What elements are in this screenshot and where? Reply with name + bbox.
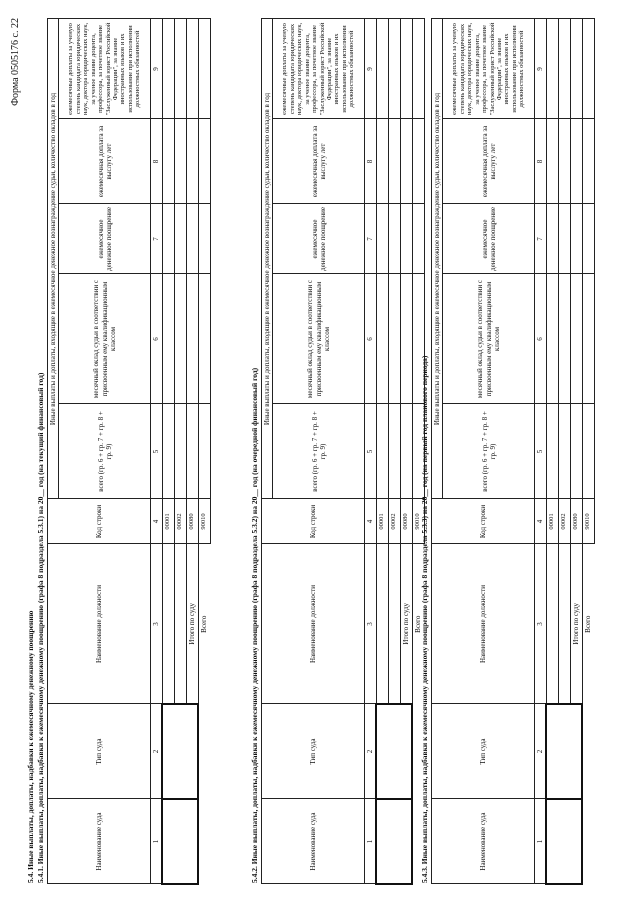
header-monthly-salary: месячный оклад судьи в соответствии с присвоенным ему квалификационным классом <box>59 274 151 404</box>
col-number: 7 <box>535 204 547 274</box>
header-total: всего (гр. 6 + гр. 7 + гр. 8 + гр. 9) <box>273 404 365 499</box>
line-code-cell: 00001 <box>162 499 174 544</box>
col-number: 6 <box>151 274 163 404</box>
table-cell[interactable] <box>582 119 594 204</box>
table-cell[interactable] <box>546 704 582 799</box>
header-academic: ежемесячные доплаты за ученую степень кандидата юридических наук, доктора юридических наук, за ученое звание доцента, профессора, за почетное звание "Заслуженный юрист Российской Федерации", за знание иностранных языков и их использование при исполнении должностных обязанностей <box>59 19 151 119</box>
table-cell[interactable] <box>388 404 400 499</box>
col-number: 4 <box>365 499 377 544</box>
col-number: 7 <box>151 204 163 274</box>
table-cell[interactable] <box>376 704 412 799</box>
table-cell[interactable] <box>558 119 570 204</box>
table-cell[interactable] <box>376 404 388 499</box>
header-court-name: Наименование суда <box>48 799 151 884</box>
header-total: всего (гр. 6 + гр. 7 + гр. 8 + гр. 9) <box>443 404 535 499</box>
table-cell[interactable] <box>412 204 424 274</box>
col-number: 1 <box>535 799 547 884</box>
col-number: 5 <box>365 404 377 499</box>
header-academic: ежемесячные доплаты за ученую степень кандидата юридических наук, доктора юридических наук, за ученое звание доцента, профессора, за почетное звание "Заслуженный юрист Российской Федерации", за знание иностранных языков и их использование при исполнении должностных обязанностей <box>273 19 365 119</box>
table-cell[interactable] <box>198 119 210 204</box>
header-position-name: Наименование должности <box>432 544 535 704</box>
line-code-cell: 00001 <box>376 499 388 544</box>
table-cell[interactable] <box>376 204 388 274</box>
table-cell[interactable] <box>198 404 210 499</box>
col-number: 9 <box>535 19 547 119</box>
col-number: 6 <box>535 274 547 404</box>
col-number: 3 <box>365 544 377 704</box>
header-court-name: Наименование суда <box>432 799 535 884</box>
line-code-cell: 90010 <box>198 499 210 544</box>
table-cell[interactable] <box>546 274 558 404</box>
col-number: 4 <box>151 499 163 544</box>
table-cell[interactable] <box>558 404 570 499</box>
table-cell[interactable] <box>412 19 424 119</box>
header-monthly-bonus: ежемесячное денежное поощрение <box>59 204 151 274</box>
table-cell[interactable] <box>546 544 558 704</box>
line-code-cell: 00002 <box>388 499 400 544</box>
form-number: Форма 0505176 с. 22 <box>10 18 21 106</box>
subtotal-label: Итого по суду <box>186 544 198 704</box>
table-cell[interactable] <box>400 119 412 204</box>
section-heading-5-4-1: 5.4.1. Иные выплаты, доплаты, надбавки к ежемесячному денежному поощрению (графа 8 подраздела 5.3.1) на 20__ год (на текущий финансовый год) <box>36 372 45 883</box>
header-seniority: ежемесячная доплата за выслугу лет <box>273 119 365 204</box>
table-5-4-3 <box>431 18 595 885</box>
header-court-type: Тип суда <box>262 704 365 799</box>
table-cell[interactable] <box>546 204 558 274</box>
col-number: 2 <box>151 704 163 799</box>
header-monthly-bonus: ежемесячное денежное поощрение <box>273 204 365 274</box>
table-cell[interactable] <box>546 799 582 884</box>
line-code-cell: 00080 <box>570 499 582 544</box>
table-cell[interactable] <box>186 19 198 119</box>
table-cell[interactable] <box>400 204 412 274</box>
header-seniority: ежемесячная доплата за выслугу лет <box>443 119 535 204</box>
table-cell[interactable] <box>174 544 186 704</box>
col-number: 8 <box>365 119 377 204</box>
col-number: 2 <box>535 704 547 799</box>
col-number: 9 <box>365 19 377 119</box>
col-number: 2 <box>365 704 377 799</box>
table-cell[interactable] <box>162 274 174 404</box>
line-code-cell: 00080 <box>186 499 198 544</box>
header-court-type: Тип суда <box>432 704 535 799</box>
table-cell[interactable] <box>198 274 210 404</box>
table-cell[interactable] <box>162 19 174 119</box>
table-cell[interactable] <box>174 204 186 274</box>
col-number: 8 <box>535 119 547 204</box>
total-label: Всего <box>414 615 423 633</box>
table-cell[interactable] <box>388 204 400 274</box>
header-academic: ежемесячные доплаты за ученую степень кандидата юридических наук, доктора юридических наук, за ученое звание доцента, профессора, за почетное звание "Заслуженный юрист Российской Федерации", за знание иностранных языков и их использование при исполнении должностных обязанностей <box>443 19 535 119</box>
table-cell[interactable] <box>174 404 186 499</box>
header-seniority: ежемесячная доплата за выслугу лет <box>59 119 151 204</box>
col-number: 1 <box>365 799 377 884</box>
col-number: 8 <box>151 119 163 204</box>
table-cell[interactable] <box>412 119 424 204</box>
table-cell[interactable] <box>570 119 582 204</box>
table-cell[interactable] <box>174 119 186 204</box>
col-number: 3 <box>535 544 547 704</box>
header-line-code: Код строки <box>48 499 151 544</box>
col-number: 5 <box>151 404 163 499</box>
table-cell[interactable] <box>400 274 412 404</box>
table-cell[interactable] <box>376 544 388 704</box>
table-cell[interactable] <box>376 19 388 119</box>
table-cell[interactable] <box>162 204 174 274</box>
table-cell[interactable] <box>558 544 570 704</box>
table-cell[interactable] <box>582 274 594 404</box>
table-cell[interactable] <box>582 404 594 499</box>
table-cell[interactable] <box>570 274 582 404</box>
col-number: 7 <box>365 204 377 274</box>
header-court-name: Наименование суда <box>262 799 365 884</box>
header-court-type: Тип суда <box>48 704 151 799</box>
header-total: всего (гр. 6 + гр. 7 + гр. 8 + гр. 9) <box>59 404 151 499</box>
table-cell[interactable] <box>546 19 558 119</box>
table-cell[interactable] <box>198 204 210 274</box>
table-cell[interactable] <box>162 544 174 704</box>
table-cell[interactable] <box>388 19 400 119</box>
table-cell[interactable] <box>376 274 388 404</box>
line-code-cell: 00002 <box>174 499 186 544</box>
table-cell[interactable] <box>558 19 570 119</box>
table-5-4-2 <box>261 18 425 885</box>
table-cell[interactable] <box>546 404 558 499</box>
table-cell[interactable] <box>400 19 412 119</box>
section-heading-5-4-2: 5.4.2. Иные выплаты, доплаты, надбавки к ежемесячному денежному поощрению (графа 8 подраздела 5.3.2) на 20__ год (на очередной финансовый год) <box>250 367 259 883</box>
line-code-cell: 90010 <box>582 499 594 544</box>
table-cell[interactable] <box>186 404 198 499</box>
col-number: 3 <box>151 544 163 704</box>
subtotal-label: Итого по суду <box>400 544 412 704</box>
table-cell[interactable] <box>570 404 582 499</box>
table-5-4-1 <box>47 18 211 885</box>
table-cell[interactable] <box>162 799 198 884</box>
line-code-cell: 00080 <box>400 499 412 544</box>
table-cell[interactable] <box>570 19 582 119</box>
table-cell[interactable] <box>582 19 594 119</box>
total-label: Всего <box>584 615 593 633</box>
table-cell[interactable] <box>162 119 174 204</box>
table-cell[interactable] <box>388 544 400 704</box>
table-cell[interactable] <box>376 799 412 884</box>
header-monthly-bonus: ежемесячное денежное поощрение <box>443 204 535 274</box>
header-position-name: Наименование должности <box>262 544 365 704</box>
col-number: 4 <box>535 499 547 544</box>
table-cell[interactable] <box>400 404 412 499</box>
table-cell[interactable] <box>186 274 198 404</box>
line-code-cell: 90010 <box>412 499 424 544</box>
table-cell[interactable] <box>376 119 388 204</box>
header-group: Иные выплаты и доплаты, входящие в ежемесячное денежное вознаграждение судьи, количество окладов в год <box>432 19 443 499</box>
col-number: 1 <box>151 799 163 884</box>
header-position-name: Наименование должности <box>48 544 151 704</box>
table-cell[interactable] <box>388 119 400 204</box>
table-cell[interactable] <box>174 274 186 404</box>
section-heading-5-4-3: 5.4.3. Иные выплаты, доплаты, надбавки к ежемесячному денежному поощрению (графа 8 подраздела 5.3.3) на 20__ год (на первый год планового периода) <box>420 355 429 883</box>
table-cell[interactable] <box>198 19 210 119</box>
header-group: Иные выплаты и доплаты, входящие в ежемесячное денежное вознаграждение судьи, количество окладов в год <box>48 19 59 499</box>
col-number: 9 <box>151 19 163 119</box>
table-cell[interactable] <box>388 274 400 404</box>
table-cell[interactable] <box>546 119 558 204</box>
col-number: 5 <box>535 404 547 499</box>
table-cell[interactable] <box>570 204 582 274</box>
header-line-code: Код строки <box>432 499 535 544</box>
table-cell[interactable] <box>558 274 570 404</box>
total-label: Всего <box>200 615 209 633</box>
table-cell[interactable] <box>558 204 570 274</box>
subtotal-label: Итого по суду <box>570 544 582 704</box>
header-monthly-salary: месячный оклад судьи в соответствии с присвоенным ему квалификационным классом <box>273 274 365 404</box>
header-line-code: Код строки <box>262 499 365 544</box>
table-cell[interactable] <box>186 119 198 204</box>
table-cell[interactable] <box>162 404 174 499</box>
section-heading-5-4: 5.4. Иные выплаты, доплаты, надбавки к ежемесячному денежному поощрению <box>26 610 35 883</box>
table-cell[interactable] <box>186 204 198 274</box>
table-cell[interactable] <box>582 204 594 274</box>
table-cell[interactable] <box>162 704 198 799</box>
line-code-cell: 00002 <box>558 499 570 544</box>
line-code-cell: 00001 <box>546 499 558 544</box>
table-cell[interactable] <box>174 19 186 119</box>
col-number: 6 <box>365 274 377 404</box>
header-monthly-salary: месячный оклад судьи в соответствии с присвоенным ему квалификационным классом <box>443 274 535 404</box>
header-group: Иные выплаты и доплаты, входящие в ежемесячное денежное вознаграждение судьи, количество окладов в год <box>262 19 273 499</box>
